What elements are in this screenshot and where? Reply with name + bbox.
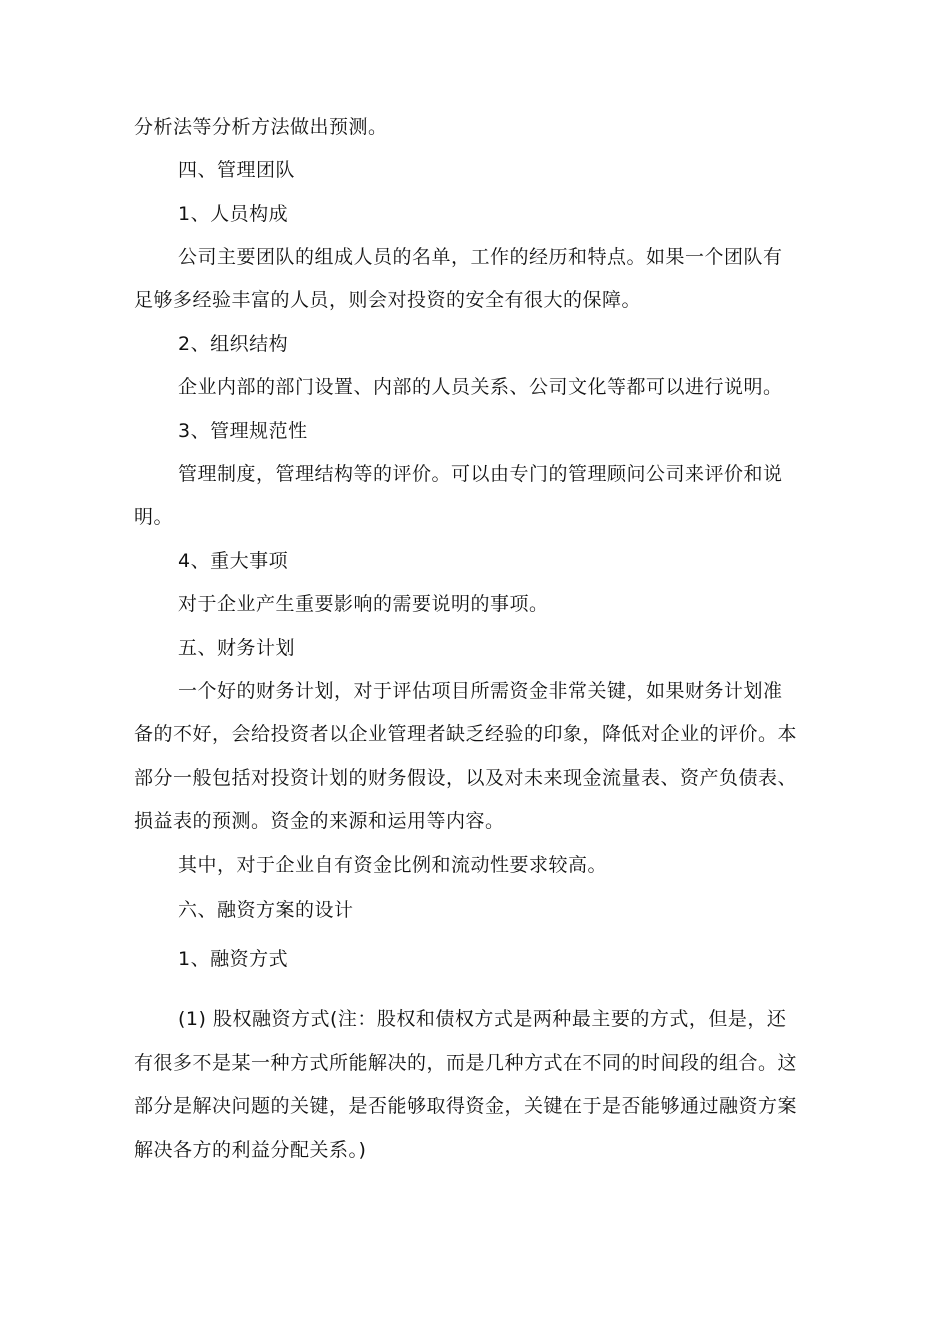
paragraph-line: 对于企业产生重要影响的需要说明的事项。 [178, 593, 549, 615]
paragraph-line: 损益表的预测。资金的来源和运用等内容。 [134, 810, 505, 832]
paragraph-line: 分析法等分析方法做出预测。 [134, 116, 388, 138]
paragraph-line: 部分一般包括对投资计划的财务假设，以及对未来现金流量表、资产负债表、 [134, 767, 798, 789]
paragraph-line: 企业内部的部门设置、内部的人员关系、公司文化等都可以进行说明。 [178, 376, 783, 398]
subsection-heading: 1、融资方式 [178, 948, 289, 970]
paragraph-line: 有很多不是某一种方式所能解决的，而是几种方式在不同的时间段的组合。这 [134, 1052, 798, 1074]
paragraph-line: 备的不好，会给投资者以企业管理者缺乏经验的印象，降低对企业的评价。本 [134, 723, 798, 745]
subsection-heading: 3、管理规范性 [178, 420, 308, 442]
paragraph-line: 管理制度，管理结构等的评价。可以由专门的管理顾问公司来评价和说 [178, 463, 783, 485]
paragraph-line: 其中，对于企业自有资金比例和流动性要求较高。 [178, 854, 608, 876]
subsection-heading: 2、组织结构 [178, 333, 289, 355]
paragraph-line: 公司主要团队的组成人员的名单，工作的经历和特点。如果一个团队有 [178, 246, 783, 268]
paragraph-line: 明。 [134, 506, 174, 528]
section-heading: 六、融资方案的设计 [178, 899, 354, 921]
section-heading: 五、财务计划 [178, 637, 296, 659]
subsection-heading: 1、人员构成 [178, 203, 289, 225]
paragraph-line: 一个好的财务计划，对于评估项目所需资金非常关键，如果财务计划准 [178, 680, 783, 702]
paragraph-line: 解决各方的利益分配关系。) [134, 1139, 367, 1161]
paragraph-line: (1) 股权融资方式(注：股权和债权方式是两种最主要的方式，但是，还 [178, 1008, 787, 1030]
subsection-heading: 4、重大事项 [178, 550, 289, 572]
section-heading: 四、管理团队 [178, 159, 296, 181]
paragraph-line: 足够多经验丰富的人员，则会对投资的安全有很大的保障。 [134, 289, 642, 311]
paragraph-line: 部分是解决问题的关键，是否能够取得资金，关键在于是否能够通过融资方案 [134, 1095, 798, 1117]
